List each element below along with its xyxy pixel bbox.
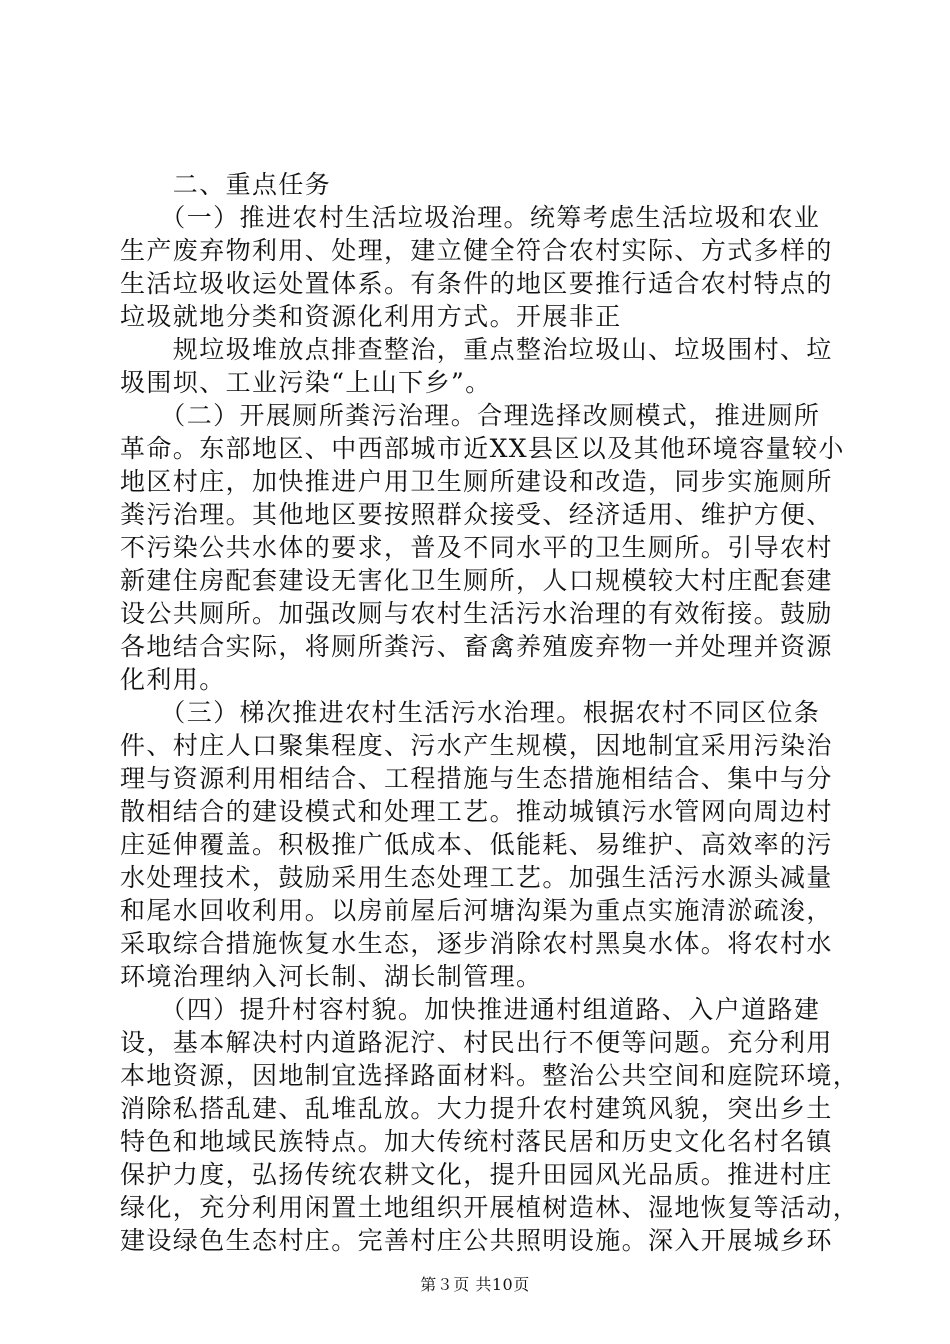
text-line: 和尾水回收利用。以房前屋后河塘沟渠为重点实施清淤疏浚， xyxy=(120,896,833,925)
text-line: 各地结合实际，将厕所粪污、畜禽养殖废弃物一并处理并资源 xyxy=(120,632,833,661)
text-line: 新建住房配套建设无害化卫生厕所，人口规模较大村庄配套建 xyxy=(120,566,833,595)
text-line: （四）提升村容村貌。加快推进通村组道路、入户道路建 xyxy=(120,995,821,1024)
text-line: 圾围坝、工业污染“上山下乡”。 xyxy=(120,368,492,397)
text-line: 设，基本解决村内道路泥泞、村民出行不便等问题。充分利用 xyxy=(120,1028,833,1057)
text-line: 散相结合的建设模式和处理工艺。推动城镇污水管网向周边村 xyxy=(120,797,833,826)
text-line: 地区村庄，加快推进户用卫生厕所建设和改造，同步实施厕所 xyxy=(120,467,833,496)
text-line: 庄延伸覆盖。积极推广低成本、低能耗、易维护、高效率的污 xyxy=(120,830,833,859)
text-line: 绿化，充分利用闲置土地组织开展植树造林、湿地恢复等活动， xyxy=(120,1193,860,1222)
document-body xyxy=(120,168,860,1257)
text-line: （一）推进农村生活垃圾治理。统筹考虑生活垃圾和农业 xyxy=(120,203,821,232)
text-line: 消除私搭乱建、乱堆乱放。大力提升农村建筑风貌，突出乡土 xyxy=(120,1094,833,1123)
text-line: 革命。东部地区、中西部城市近XX县区以及其他环境容量较小 xyxy=(120,434,845,463)
text-line: 采取综合措施恢复水生态，逐步消除农村黑臭水体。将农村水 xyxy=(120,929,833,958)
text-line: 特色和地域民族特点。加大传统村落民居和历史文化名村名镇 xyxy=(120,1127,833,1156)
text-line: 二、重点任务 xyxy=(120,170,332,199)
text-line: 粪污治理。其他地区要按照群众接受、经济适用、维护方便、 xyxy=(120,500,833,529)
text-line: （三）梯次推进农村生活污水治理。根据农村不同区位条 xyxy=(120,698,821,727)
text-line: 本地资源，因地制宜选择路面材料。整治公共空间和庭院环境， xyxy=(120,1061,860,1090)
text-line: 规垃圾堆放点排查整治，重点整治垃圾山、垃圾围村、垃 xyxy=(120,335,833,364)
text-line: 环境治理纳入河长制、湖长制管理。 xyxy=(120,962,543,991)
text-line: 保护力度，弘扬传统农耕文化，提升田园风光品质。推进村庄 xyxy=(120,1160,833,1189)
text-line: 生产废弃物利用、处理，建立健全符合农村实际、方式多样的 xyxy=(120,236,833,265)
text-line: 建设绿色生态村庄。完善村庄公共照明设施。深入开展城乡环 xyxy=(120,1226,833,1255)
page-number-footer: 第３页 共10页 xyxy=(420,1275,530,1294)
text-line: 理与资源利用相结合、工程措施与生态措施相结合、集中与分 xyxy=(120,764,833,793)
text-line: （二）开展厕所粪污治理。合理选择改厕模式，推进厕所 xyxy=(120,401,821,430)
text-line: 不污染公共水体的要求，普及不同水平的卫生厕所。引导农村 xyxy=(120,533,833,562)
text-line: 设公共厕所。加强改厕与农村生活污水治理的有效衔接。鼓励 xyxy=(120,599,833,628)
text-line: 生活垃圾收运处置体系。有条件的地区要推行适合农村特点的 xyxy=(120,269,833,298)
text-line: 化利用。 xyxy=(120,665,226,694)
text-line: 件、村庄人口聚集程度、污水产生规模，因地制宜采用污染治 xyxy=(120,731,833,760)
text-line: 垃圾就地分类和资源化利用方式。开展非正 xyxy=(120,302,622,331)
text-line: 水处理技术，鼓励采用生态处理工艺。加强生活污水源头减量 xyxy=(120,863,833,892)
